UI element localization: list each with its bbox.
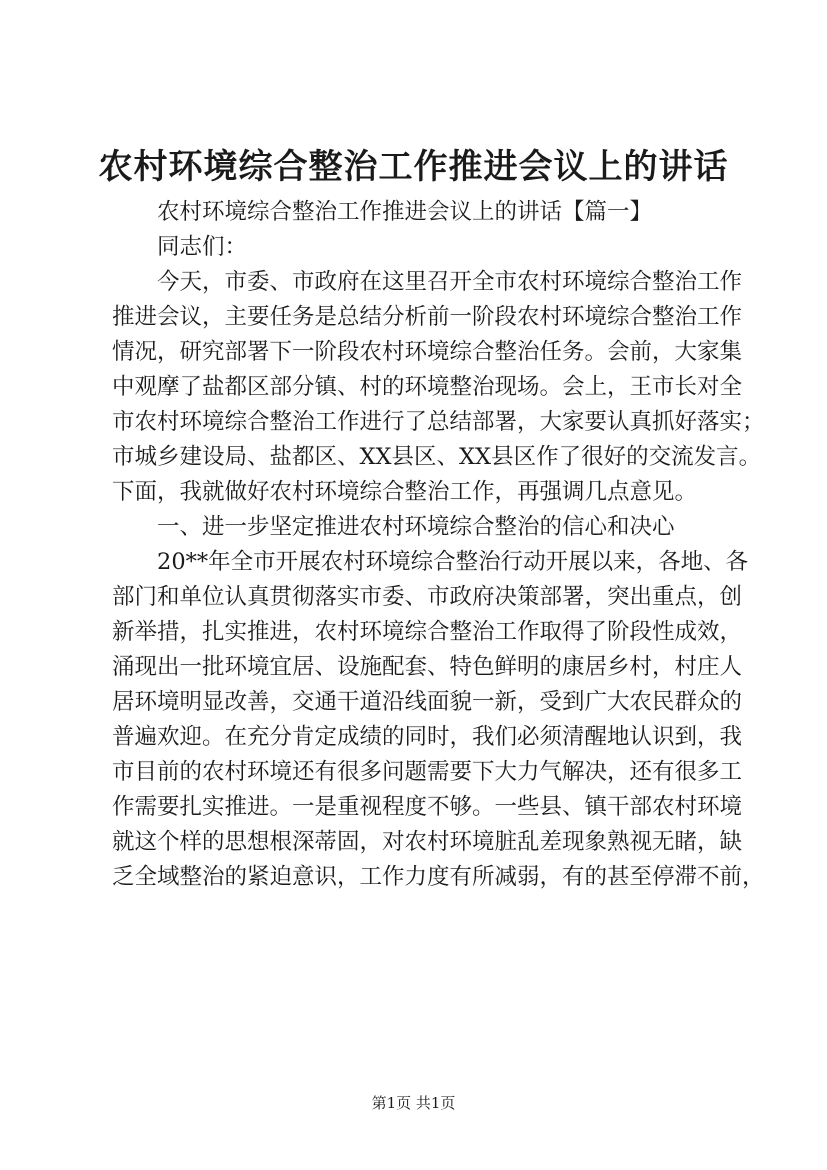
body-line: 一、进一步坚定推进农村环境综合整治的信心和决心 [157, 514, 675, 540]
body-line: 作需要扎实推进。一是重视程度不够。一些县、镇干部农村环境 [112, 794, 743, 820]
body-line: 涌现出一批环境宜居、设施配套、特色鲜明的康居乡村，村庄人 [112, 654, 743, 680]
body-line: 下面，我就做好农村环境综合整治工作，再强调几点意见。 [112, 479, 698, 505]
body-line: 部门和单位认真贯彻落实市委、市政府决策部署，突出重点，创 [112, 584, 743, 610]
body-line: 市农村环境综合整治工作进行了总结部署，大家要认真抓好落实； [112, 409, 765, 435]
body-line: 情况，研究部署下一阶段农村环境综合整治任务。会前，大家集 [112, 339, 743, 365]
document-title: 农村环境综合整治工作推进会议上的讲话 [98, 147, 729, 187]
body-line: 今天，市委、市政府在这里召开全市农村环境综合整治工作 [157, 269, 743, 295]
body-line: 新举措，扎实推进，农村环境综合整治工作取得了阶段性成效， [112, 619, 743, 645]
body-line: 乏全域整治的紧迫意识，工作力度有所减弱，有的甚至停滞不前， [112, 864, 765, 890]
body-line: 中观摩了盐都区部分镇、村的环境整治现场。会上，王市长对全 [112, 374, 743, 400]
body-line: 市目前的农村环境还有很多问题需要下大力气解决，还有很多工 [112, 759, 743, 785]
body-line: 就这个样的思想根深蒂固，对农村环境脏乱差现象熟视无睹，缺 [112, 829, 743, 855]
document-body [112, 195, 765, 895]
page-footer: 第1页 共1页 [371, 1094, 456, 1112]
body-line: 普遍欢迎。在充分肯定成绩的同时，我们必须清醒地认识到，我 [112, 724, 743, 750]
body-line: 同志们： [157, 234, 248, 260]
body-line: 20**年全市开展农村环境综合整治行动开展以来，各地、各 [157, 549, 749, 575]
body-line: 农村环境综合整治工作推进会议上的讲话【篇一】 [157, 199, 653, 225]
body-line: 推进会议，主要任务是总结分析前一阶段农村环境综合整治工作 [112, 304, 743, 330]
body-line: 居环境明显改善，交通干道沿线面貌一新，受到广大农民群众的 [112, 689, 743, 715]
body-line: 市城乡建设局、盐都区、XX县区、XX县区作了很好的交流发言。 [112, 444, 762, 470]
